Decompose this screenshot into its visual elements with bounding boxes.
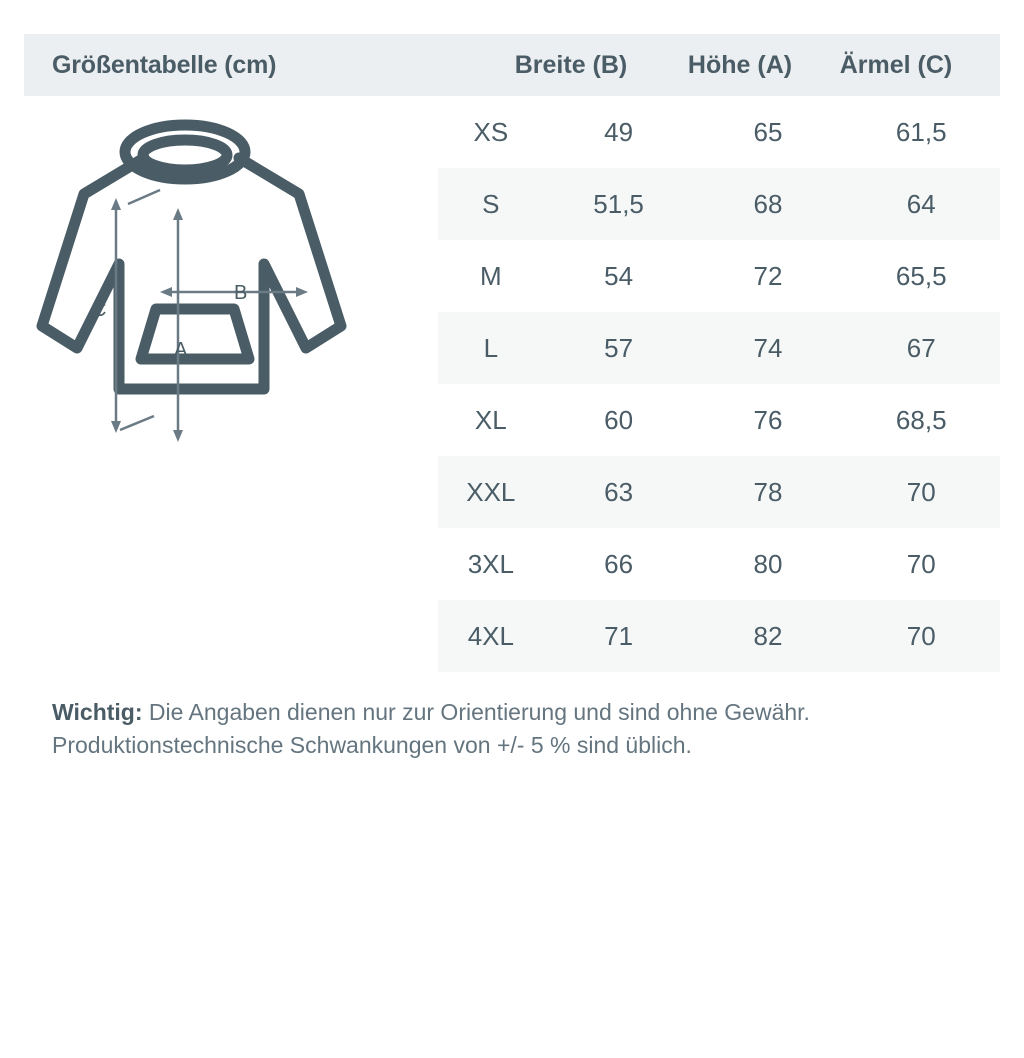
cell-sleeve: 70 xyxy=(842,600,1000,672)
cell-width: 60 xyxy=(604,404,634,435)
size-chart-page xyxy=(0,34,1024,1058)
label-c: C xyxy=(92,299,107,321)
cell-height: 82 xyxy=(694,600,843,672)
cell-size: 3XL xyxy=(467,548,514,579)
cell-sleeve: 70 xyxy=(906,548,936,579)
cell-size: XXL xyxy=(438,456,544,528)
cell-height: 80 xyxy=(753,548,783,579)
cell-size: S xyxy=(438,168,544,240)
cell-height: 65 xyxy=(753,116,783,147)
cell-size: XS xyxy=(473,116,509,147)
hoodie-pocket xyxy=(141,309,249,359)
cell-height: 72 xyxy=(753,260,783,291)
hoodie-illustration xyxy=(24,96,438,439)
cell-height: 76 xyxy=(753,404,783,435)
table-row xyxy=(438,456,1000,528)
cell-width: 63 xyxy=(544,456,694,528)
cell-sleeve: 67 xyxy=(842,312,1000,384)
hoodie-diagram-svg xyxy=(24,114,414,434)
table-row xyxy=(438,600,1000,672)
cell-sleeve: 70 xyxy=(842,456,1000,528)
table-row xyxy=(438,384,1000,456)
cell-width: 57 xyxy=(544,312,694,384)
column-header-sleeve: Ärmel (C) xyxy=(839,50,953,79)
table-row xyxy=(438,528,1000,600)
cell-height: 78 xyxy=(694,456,843,528)
cell-width: 49 xyxy=(604,116,634,147)
cell-width: 51,5 xyxy=(544,168,694,240)
cell-sleeve: 65,5 xyxy=(895,260,947,291)
page-title: Größentabelle (cm) xyxy=(52,50,277,79)
cell-height: 74 xyxy=(694,312,843,384)
cell-size: XL xyxy=(474,404,507,435)
disclaimer-note xyxy=(52,696,1000,761)
cell-sleeve: 64 xyxy=(842,168,1000,240)
column-header-width: Breite (B) xyxy=(514,50,628,79)
cell-sleeve: 68,5 xyxy=(895,404,947,435)
cell-height: 68 xyxy=(694,168,843,240)
cell-sleeve: 61,5 xyxy=(895,116,947,147)
hood-inner-shape xyxy=(143,140,227,170)
table-row xyxy=(438,168,1000,240)
cell-size: M xyxy=(480,260,502,291)
cell-width: 54 xyxy=(604,260,634,291)
chart-body xyxy=(24,96,1000,672)
disclaimer-text: Die Angaben dienen nur zur Orientierung und sind ohne Gewähr. Produktionstechnische Schwankungen von +/- 5 % sind üblich. xyxy=(52,699,810,758)
label-a: A xyxy=(174,339,188,361)
cell-size: 4XL xyxy=(438,600,544,672)
column-header-height: Höhe (A) xyxy=(687,50,793,79)
table-row xyxy=(438,312,1000,384)
cell-width: 71 xyxy=(544,600,694,672)
cell-width: 66 xyxy=(604,548,634,579)
cell-size: L xyxy=(438,312,544,384)
table-row xyxy=(438,96,1000,168)
column-headers xyxy=(478,51,976,80)
size-table xyxy=(438,96,1000,672)
size-table-container xyxy=(438,96,1000,672)
table-row xyxy=(438,240,1000,312)
disclaimer-lead: Wichtig: xyxy=(52,699,143,725)
label-b: B xyxy=(234,282,248,304)
table-header xyxy=(24,34,1000,96)
